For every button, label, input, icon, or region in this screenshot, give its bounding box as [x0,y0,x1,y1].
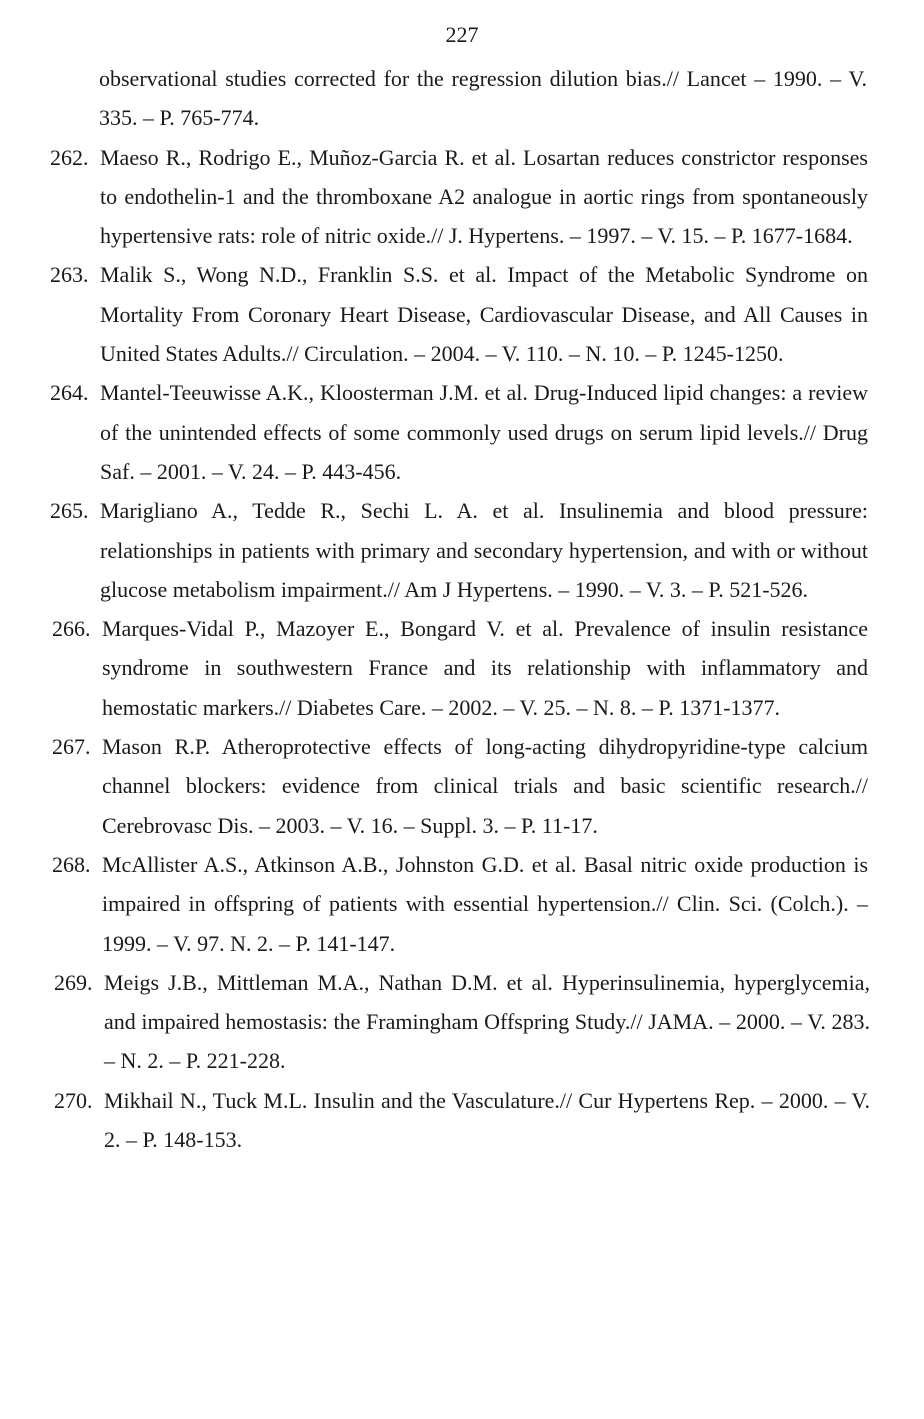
reference-number: 263. [50,262,89,288]
reference-text: Mantel-Teeuwisse A.K., Kloosterman J.M. et al. Drug-Induced lipid changes: a review of the unintended effects of some commonly used drugs on serum lipid levels.// Drug Saf. – 2001. – V. 24. – P. 443-456. [100,380,868,484]
reference-number: 269. [54,969,93,995]
reference-text: McAllister A.S., Atkinson A.B., Johnston G.D. et al. Basal nitric oxide production is impaired in offspring of patients with essential hypertension.// Clin. Sci. (Colch.). – 1999. – V. 97. N. 2. – P. 141-147. [102,851,868,956]
reference-item [0,727,924,845]
reference-text: Maeso R., Rodrigo E., Muñoz-Garcia R. et al. Losartan reduces constrictor responses to endothelin-1 and the thromboxane A2 analogue in aortic rings from spontaneously hypertensive rats: role of nitric oxide.// J. Hypertens. – 1997. – V. 15. – P. 1677-1684. [100,144,868,249]
reference-item [0,491,924,609]
reference-text: Marigliano A., Tedde R., Sechi L. A. et al. Insulinemia and blood pressure: relationships in patients with primary and secondary hypertension, and with or without glucose metabolism impairment.// Am J Hypertens. – 1990. – V. 3. – P. 521-526. [100,498,868,602]
reference-text: Malik S., Wong N.D., Franklin S.S. et al. Impact of the Metabolic Syndrome on Mortality From Coronary Heart Disease, Cardiovascular Disease, and All Causes in United States Adults.// Circulation. – 2004. – V. 110. – N. 10. – P. 1245-1250. [100,262,868,367]
reference-number: 262. [50,144,89,170]
reference-text: Meigs J.B., Mittleman M.A., Nathan D.M. et al. Hyperinsulinemia, hyperglycemia, and impaired hemostasis: the Framingham Offspring Study.// JAMA. – 2000. – V. 283. – N. 2. – P. 221-228. [104,969,870,1074]
reference-item [0,1081,924,1160]
reference-text: Mikhail N., Tuck M.L. Insulin and the Vasculature.// Cur Hypertens Rep. – 2000. – V. 2. – P. 148-153. [104,1087,870,1153]
reference-item [0,255,924,373]
reference-item [0,845,924,963]
reference-number: 265. [50,498,89,524]
reference-item [0,963,924,1081]
reference-number: 267. [52,734,91,760]
reference-item [0,373,924,491]
reference-number: 270. [54,1087,93,1113]
reference-item [0,609,924,727]
reference-number: 264. [50,380,89,406]
reference-number: 268. [52,851,91,877]
reference-text: Marques-Vidal P., Mazoyer E., Bongard V. et al. Prevalence of insulin resistance syndrome in southwestern France and its relationship with inflammatory and hemostatic markers.// Diabetes Care. – 2002. – V. 25. – N. 8. – P. 1371-1377. [102,616,868,720]
reference-text: Mason R.P. Atheroprotective effects of long-acting dihydropyridine-type calcium channel blockers: evidence from clinical trials and basic scientific research.// Cerebrovasc Dis. – 2003. – V. 16. – Suppl. 3. – P. 11-17. [102,734,868,838]
reference-item [0,138,924,256]
reference-number: 266. [52,616,91,642]
reference-list [0,59,924,1159]
reference-continuation: observational studies corrected for the regression dilution bias.// Lancet – 1990. – V. 335. – P. 765-774. [99,66,867,131]
page-number: 227 [445,22,479,47]
